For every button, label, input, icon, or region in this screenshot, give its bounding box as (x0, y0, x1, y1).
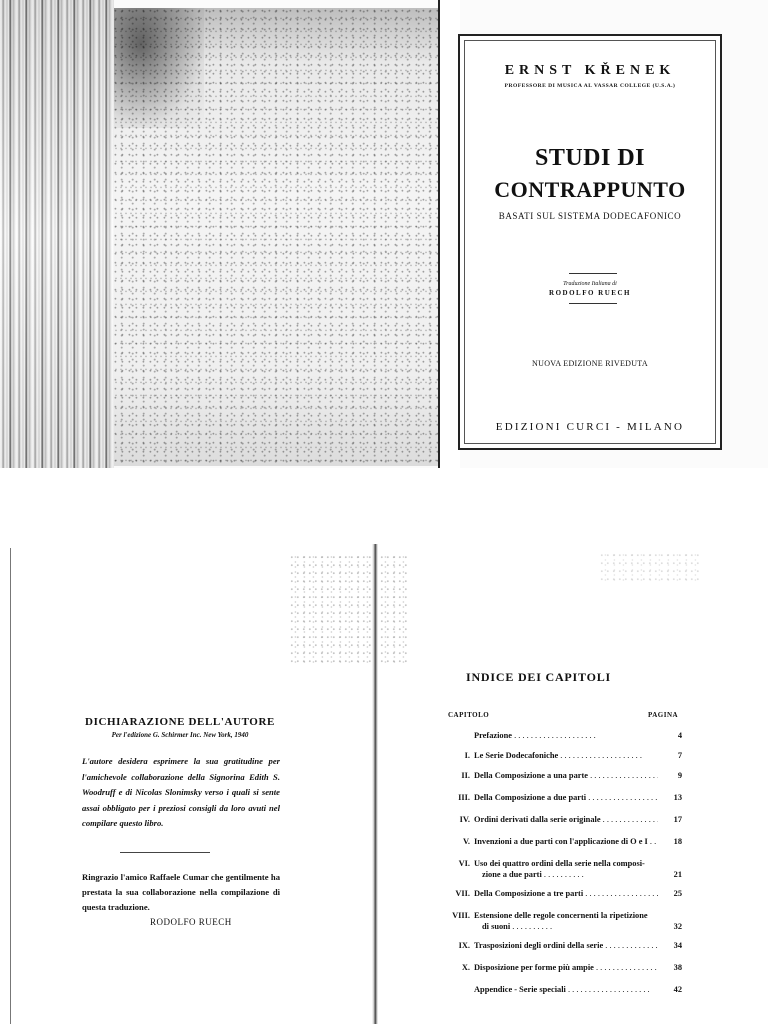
toc-chapter-title: Prefazione . . (474, 730, 658, 741)
edition-note: NUOVA EDIZIONE RIVEDUTA (532, 359, 648, 368)
toc-page-number: 34 (673, 941, 682, 950)
declaration-body: L'autore desidera esprimere la sua gratitudine per l'amichevole collaborazione della Signorina Edith S. Woodruff e di Nicolas Slonimsky verso i quali si sente assai obbligato per i preziosi consigli da loro avuti nel compilare questo libro. (82, 756, 280, 828)
book-subtitle: BASATI SUL SISTEMA DODECAFONICO (498, 211, 682, 221)
toc-page-number: 38 (673, 963, 682, 972)
toc-page-number: 18 (673, 837, 682, 846)
toc-chapter-title: Della Composizione a due parti . . (474, 792, 658, 803)
toc-chapter-title: Disposizione per forme più ampie . . (474, 962, 658, 973)
book-page-edges (0, 0, 114, 468)
toc-chapter-number: III. (458, 793, 470, 802)
toc-entry (442, 984, 682, 996)
toc-entry (442, 792, 682, 804)
toc-page-number: 32 (673, 922, 682, 931)
toc-entry (442, 962, 682, 974)
book-spine (372, 544, 378, 1024)
toc-entry (442, 770, 682, 782)
toc-page-number: 9 (677, 771, 682, 780)
toc-page-number: 17 (673, 815, 682, 824)
toc-entry (442, 814, 682, 826)
toc-chapter-title (474, 858, 670, 880)
toc-chapter-title: Della Composizione a una parte . . (474, 770, 658, 781)
translator-signature: RODOLFO RUECH (150, 917, 232, 927)
toc-chapter-number: V. (462, 837, 470, 846)
toc-chapter-number: IV. (459, 815, 470, 824)
title-page (458, 34, 722, 450)
toc-page-number: 25 (673, 889, 682, 898)
publisher-name: EDIZIONI CURCI - MILANO (495, 421, 685, 433)
toc-chapter-number: VII. (455, 889, 470, 898)
toc-title-line2: zione a due parti . . (474, 869, 670, 880)
column-header-chapter: CAPITOLO (448, 711, 490, 719)
author-name: ERNST KŘENEK (504, 63, 676, 78)
toc-chapter-number: X. (461, 963, 470, 972)
toc-chapter-title: Della Composizione a tre parti . . (474, 888, 658, 899)
toc-chapter-number: I. (464, 751, 470, 760)
scan-noise (600, 552, 700, 582)
blank-left-page (114, 8, 438, 466)
toc-entry (442, 858, 682, 882)
declaration-subtitle: Per l'edizione G. Schirmer Inc. New York, 1940 (111, 731, 249, 739)
book-spread-scan (0, 0, 768, 468)
toc-entry (442, 940, 682, 952)
index-title: INDICE DEI CAPITOLI (466, 670, 612, 684)
toc-chapter-title: Appendice - Serie speciali . . (474, 984, 658, 995)
toc-page-number: 7 (677, 751, 682, 760)
toc-page-number: 4 (677, 731, 682, 740)
page-gutter (438, 0, 460, 468)
toc-page-number: 13 (673, 793, 682, 802)
divider-rule (569, 273, 617, 274)
toc-entry (442, 750, 682, 762)
translator-name: RODOLFO RUECH (549, 289, 631, 297)
toc-entry (442, 730, 682, 742)
author-affiliation: PROFESSORE DI MUSICA AL VASSAR COLLEGE (U.S.A.) (504, 83, 676, 89)
divider-rule (569, 303, 617, 304)
toc-chapter-title: Invenzioni a due parti con l'applicazione di O e I . . (474, 836, 658, 847)
toc-chapter-number: VIII. (452, 911, 470, 920)
toc-chapter-title: Le Serie Dodecafoniche . . (474, 750, 658, 761)
divider-rule (120, 852, 210, 853)
toc-title-line1: Uso dei quattro ordini della serie nella composi- (474, 859, 645, 868)
toc-chapter-number: IX. (458, 941, 470, 950)
toc-page-number: 21 (673, 870, 682, 879)
toc-entry (442, 888, 682, 900)
declaration-title: DICHIARAZIONE DELL'AUTORE (85, 716, 275, 728)
toc-page-number: 42 (673, 985, 682, 994)
toc-chapter-title: Trasposizioni degli ordini della serie . . (474, 940, 658, 951)
toc-title-line2: di suoni . . (474, 921, 670, 932)
toc-chapter-title: Ordini derivati dalla serie originale . . (474, 814, 658, 825)
book-title-line2: CONTRAPPUNTO (494, 177, 686, 202)
title-page-border (464, 40, 716, 444)
translation-label: Traduzione Italiana di (563, 281, 617, 287)
column-header-page: PAGINA (648, 711, 679, 719)
toc-entry (442, 836, 682, 848)
scan-noise (290, 554, 410, 664)
toc-chapter-number: VI. (458, 859, 470, 868)
book-title-line1: STUDI DI (534, 145, 646, 171)
book-inner-spread-scan (0, 544, 768, 1024)
toc-entry (442, 910, 682, 934)
toc-title-line1: Estensione delle regole concernenti la ripetizione (474, 911, 648, 920)
translator-thanks: Ringrazio l'amico Raffaele Cumar che gentilmente ha prestata la sua collaborazione nella compilazione di questa traduzione. (82, 872, 280, 912)
toc-chapter-number: II. (461, 771, 470, 780)
page-edge-line (10, 548, 11, 1024)
toc-chapter-title (474, 910, 670, 932)
